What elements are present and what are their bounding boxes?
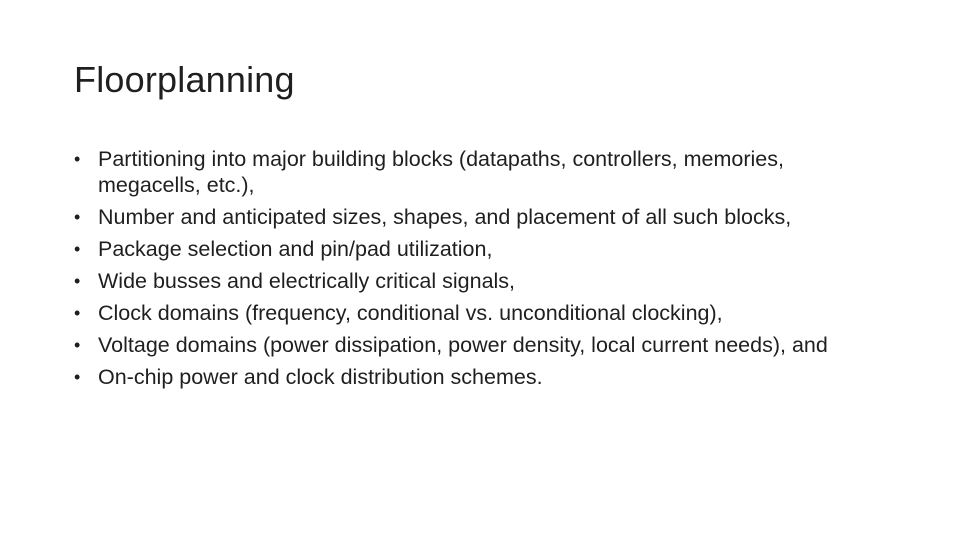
bullet-dot-icon: • (74, 207, 81, 227)
bullet-dot-icon: • (74, 239, 81, 259)
bullet-item (74, 204, 874, 230)
bullet-text: Voltage domains (power dissipation, power density, local current needs), and (98, 333, 828, 357)
bullet-dot-icon: • (74, 367, 81, 387)
bullet-text: Number and anticipated sizes, shapes, and placement of all such blocks, (98, 205, 792, 229)
bullet-item (74, 364, 874, 390)
bullet-item (74, 332, 874, 358)
bullet-text: On-chip power and clock distribution schemes. (98, 365, 543, 389)
bullet-text: Package selection and pin/pad utilization, (98, 237, 493, 261)
bullet-text: Clock domains (frequency, conditional vs. unconditional clocking), (98, 301, 723, 325)
bullet-item (74, 268, 874, 294)
bullet-text: Partitioning into major building blocks (datapaths, controllers, memories, megacells, etc.), (98, 147, 784, 197)
bullet-list (74, 146, 874, 396)
bullet-dot-icon: • (74, 271, 81, 291)
bullet-item (74, 236, 874, 262)
slide-title: Floorplanning (74, 59, 295, 100)
bullet-dot-icon: • (74, 303, 81, 323)
bullet-text: Wide busses and electrically critical signals, (98, 269, 516, 293)
bullet-item (74, 146, 874, 198)
bullet-dot-icon: • (74, 149, 81, 169)
bullet-item (74, 300, 874, 326)
bullet-dot-icon: • (74, 335, 81, 355)
